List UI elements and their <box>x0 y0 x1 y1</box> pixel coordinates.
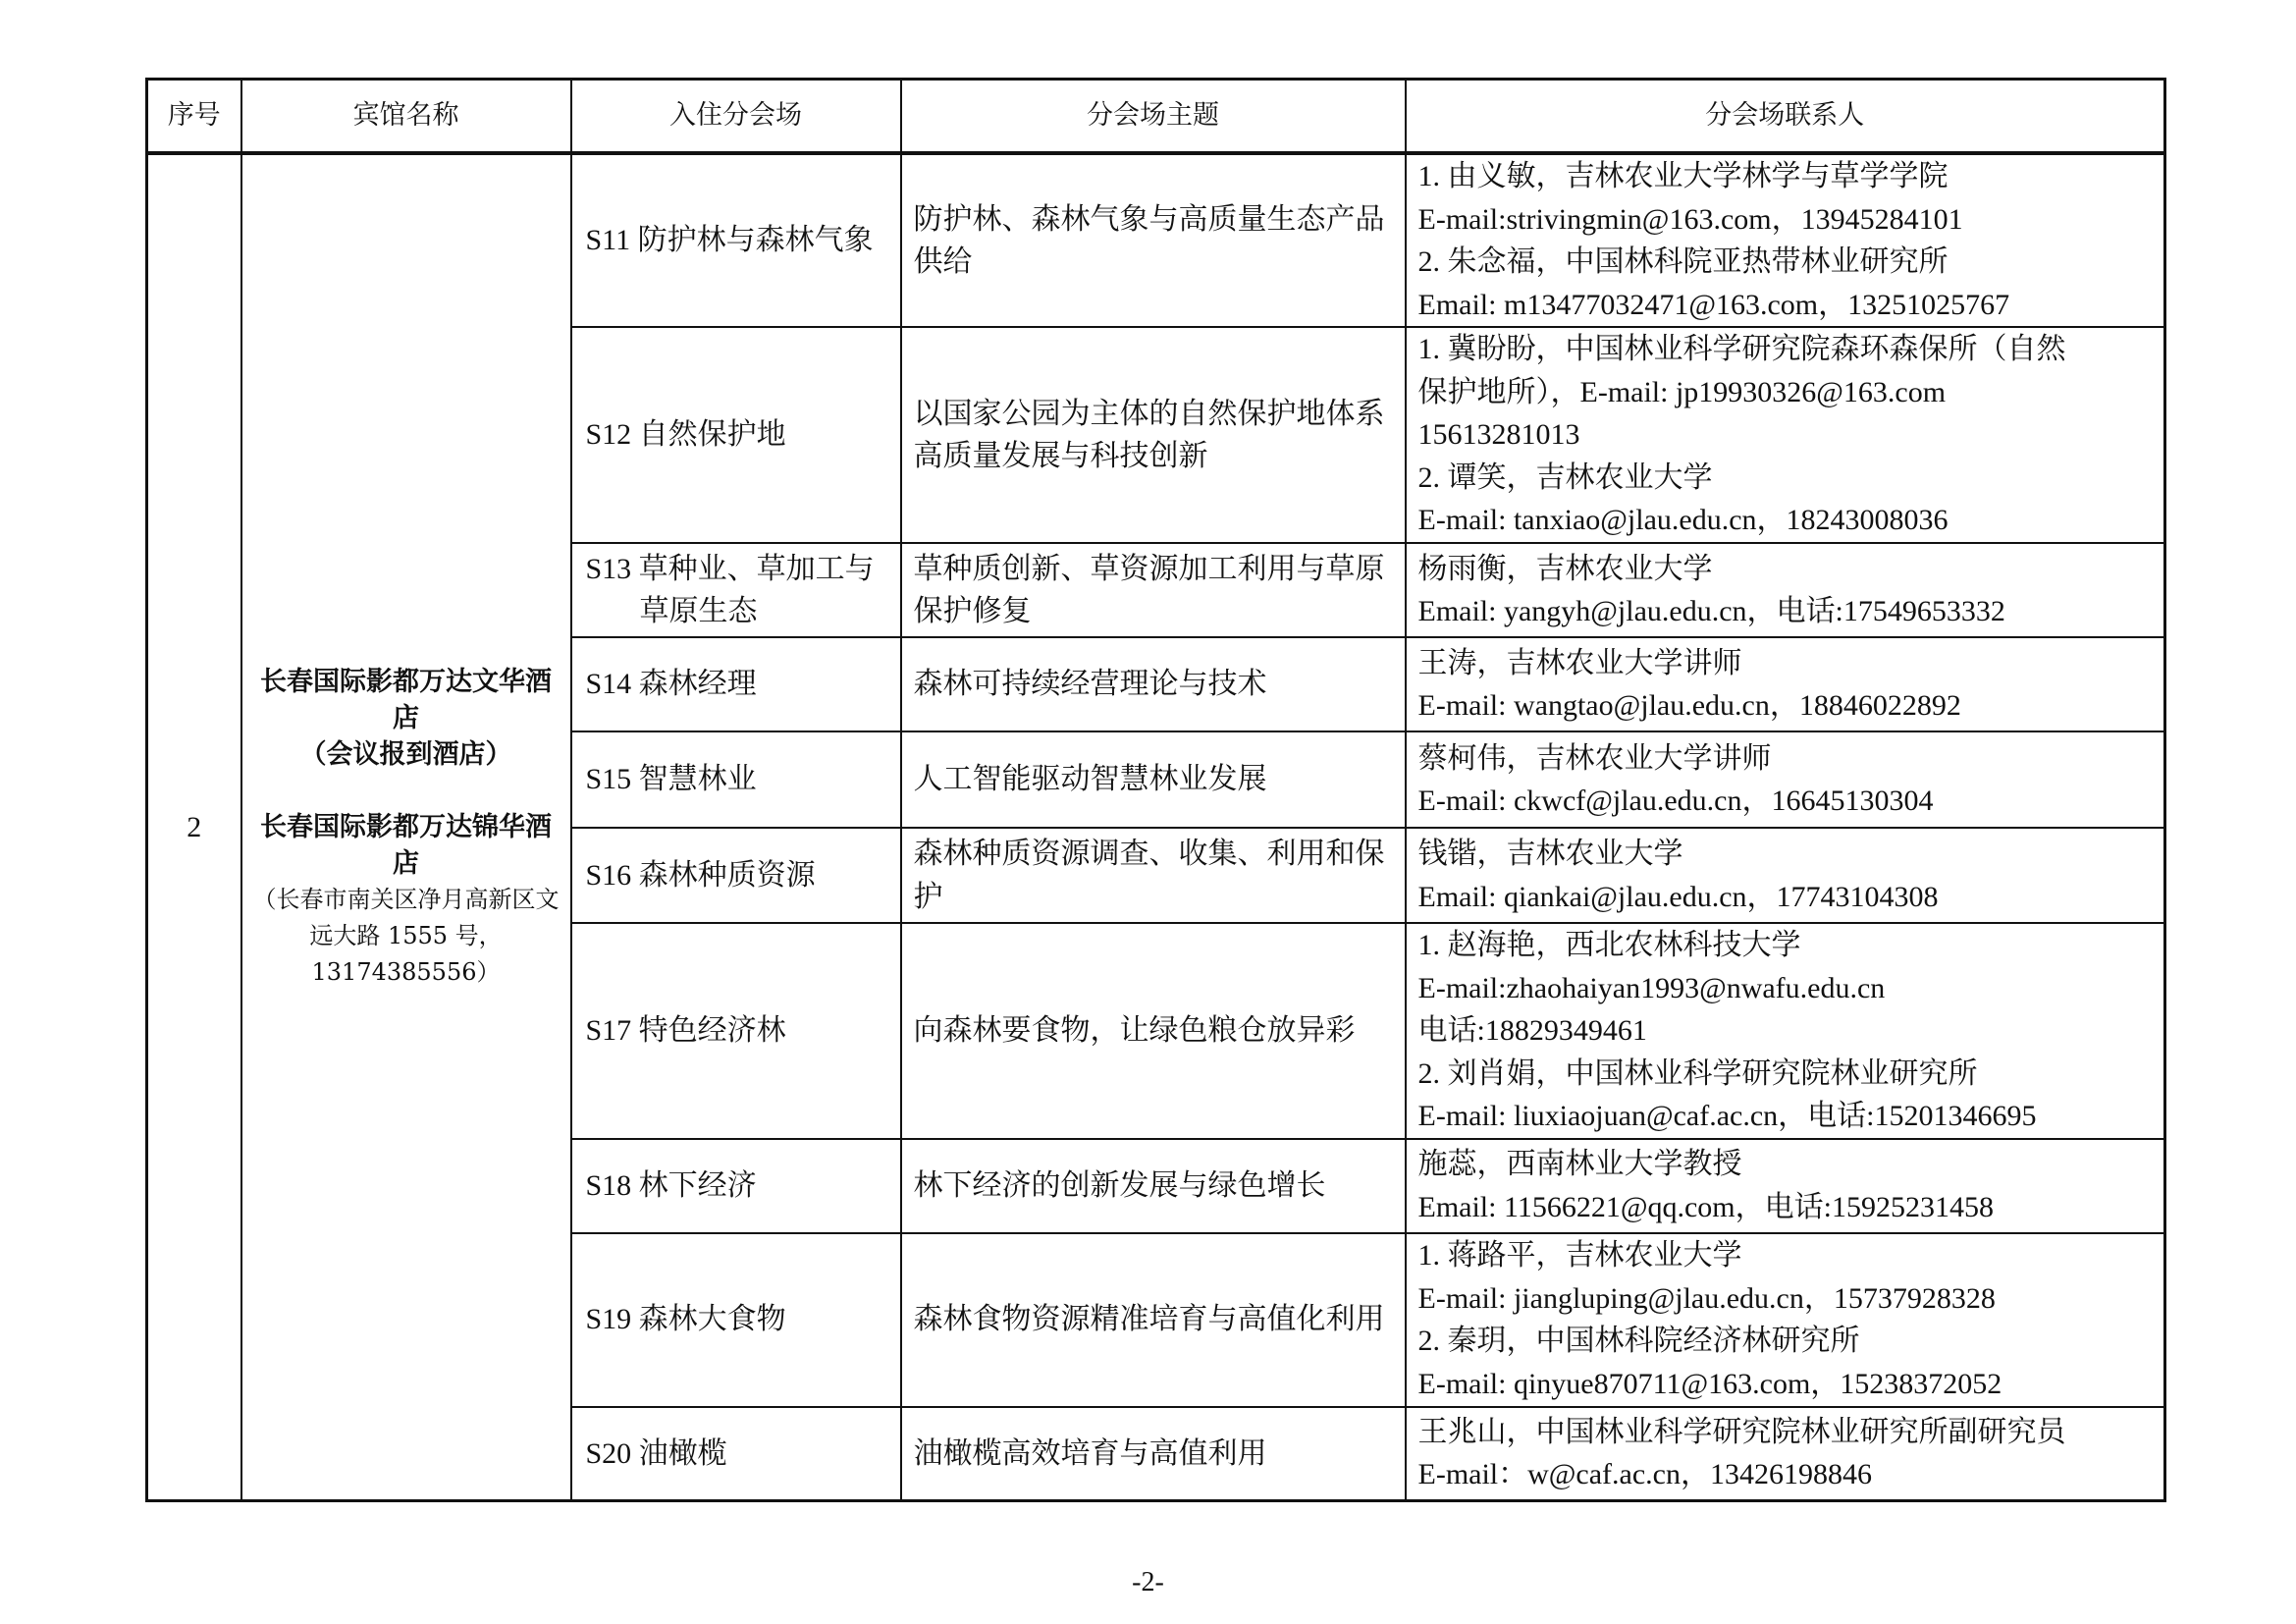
theme-cell: 森林可持续经营理论与技术 <box>901 637 1406 731</box>
contact-line: 2. 刘肖娟，中国林业科学研究院林业研究所 <box>1417 1056 1978 1090</box>
contact-cell <box>1406 1139 2165 1233</box>
contact-line: 1. 赵海艳，西北农林科技大学 <box>1417 929 1801 961</box>
column-header: 分会场主题 <box>901 80 1406 154</box>
contact-line: 电话:18829349461 <box>1417 1014 1647 1047</box>
venue-name: S16 森林种质资源 <box>585 858 816 892</box>
page-number: -2- <box>1132 1567 1164 1597</box>
theme-cell: 以国家公园为主体的自然保护地体系高质量发展与科技创新 <box>901 327 1406 543</box>
venue-name: S17 特色经济林 <box>585 1014 786 1047</box>
theme-cell: 向森林要食物，让绿色粮仓放异彩 <box>901 923 1406 1139</box>
venue-cell <box>571 1407 901 1501</box>
venue-name: S20 油橄榄 <box>585 1436 727 1470</box>
contact-cell <box>1406 731 2165 828</box>
contact-line: 钱锴，吉林农业大学 <box>1417 838 1683 870</box>
column-header: 入住分会场 <box>571 80 901 154</box>
contact-line: E-mail: liuxiaojuan@caf.ac.cn，电话:15201346695 <box>1417 1100 2037 1132</box>
contact-cell <box>1406 637 2165 731</box>
contact-line: 2. 谭笑，吉林农业大学 <box>1417 460 1713 494</box>
venue-name: S11 防护林与森林气象 <box>585 224 874 257</box>
contact-line: 1. 冀盼盼，中国林业科学研究院森环森保所（自然 <box>1417 333 2066 366</box>
table-header-row <box>147 80 2165 154</box>
hotel-address: （长春市南关区净月高新区文远大路 1555 号，13174385556） <box>252 886 560 986</box>
contact-line: 1. 蒋路平，吉林农业大学 <box>1417 1239 1742 1272</box>
contact-line: 施蕊，西南林业大学教授 <box>1417 1148 1742 1180</box>
contact-line: Email: 11566221@qq.com，电话:15925231458 <box>1417 1190 1994 1223</box>
contact-line: E-mail: qinyue870711@163.com，15238372052 <box>1417 1367 2002 1400</box>
contact-cell <box>1406 1233 2165 1407</box>
venue-cell <box>571 923 901 1139</box>
column-header: 宾馆名称 <box>241 80 571 154</box>
theme-cell: 林下经济的创新发展与绿色增长 <box>901 1139 1406 1233</box>
theme-cell: 森林种质资源调查、收集、利用和保护 <box>901 828 1406 923</box>
contact-cell <box>1406 1407 2165 1501</box>
contact-line: 保护地所），E-mail: jp19930326@163.com <box>1417 375 1947 408</box>
contact-line: E-mail: tanxiao@jlau.edu.cn，18243008036 <box>1417 504 1949 537</box>
venue-cell <box>571 543 901 637</box>
venue-name: S13 草种业、草加工与草原生态 <box>585 552 875 627</box>
venue-cell <box>571 1233 901 1407</box>
contact-line: 2. 秦玥，中国林科院经济林研究所 <box>1417 1325 1860 1357</box>
theme-cell: 草种质创新、草资源加工利用与草原保护修复 <box>901 543 1406 637</box>
contact-line: 王涛，吉林农业大学讲师 <box>1417 646 1742 679</box>
theme-cell: 人工智能驱动智慧林业发展 <box>901 731 1406 828</box>
contact-line: 蔡柯伟，吉林农业大学讲师 <box>1417 741 1772 775</box>
contact-cell <box>1406 923 2165 1139</box>
venue-cell <box>571 327 901 543</box>
venue-name: S14 森林经理 <box>585 668 757 701</box>
row-number: 2 <box>147 153 241 1501</box>
contact-line: Email: yangyh@jlau.edu.cn，电话:17549653332 <box>1417 595 2005 627</box>
table-row <box>147 153 2165 327</box>
column-header: 序号 <box>147 80 241 154</box>
theme-cell: 防护林、森林气象与高质量生态产品供给 <box>901 153 1406 327</box>
venue-name: S18 林下经济 <box>585 1168 757 1202</box>
column-header: 分会场联系人 <box>1406 80 2165 154</box>
hotel-cell <box>241 153 571 1501</box>
theme-cell: 油橄榄高效培育与高值利用 <box>901 1407 1406 1501</box>
venue-name: S15 智慧林业 <box>585 763 757 796</box>
hotel-name-1: 长春国际影都万达文华酒店 <box>260 667 552 733</box>
contact-line: 王兆山，中国林业科学研究院林业研究所副研究员 <box>1417 1415 2066 1448</box>
venue-cell <box>571 1139 901 1233</box>
venue-cell <box>571 731 901 828</box>
contact-line: 杨雨衡，吉林农业大学 <box>1417 552 1713 585</box>
contact-line: E-mail: jiangluping@jlau.edu.cn，15737928328 <box>1417 1281 1996 1315</box>
venue-name: S19 森林大食物 <box>585 1303 786 1336</box>
theme-cell: 森林食物资源精准培育与高值化利用 <box>901 1233 1406 1407</box>
contact-line: E-mail: wangtao@jlau.edu.cn，18846022892 <box>1417 689 1961 722</box>
venue-cell <box>571 153 901 327</box>
hotel-venue-table <box>145 78 2166 1502</box>
contact-cell <box>1406 327 2165 543</box>
contact-line: 15613281013 <box>1417 418 1580 452</box>
venue-cell <box>571 828 901 923</box>
contact-cell <box>1406 828 2165 923</box>
contact-line: Email: qiankai@jlau.edu.cn，17743104308 <box>1417 880 1939 913</box>
contact-line: E-mail: ckwcf@jlau.edu.cn，16645130304 <box>1417 785 1934 817</box>
contact-line: E-mail：w@caf.ac.cn，13426198846 <box>1417 1458 1872 1491</box>
hotel-note: （会议报到酒店） <box>299 739 512 770</box>
contact-cell <box>1406 153 2165 327</box>
venue-name: S12 自然保护地 <box>585 418 786 452</box>
venue-cell <box>571 637 901 731</box>
contact-cell <box>1406 543 2165 637</box>
contact-line: Email: m13477032471@163.com，13251025767 <box>1417 288 2010 321</box>
hotel-name-2: 长春国际影都万达锦华酒店 <box>260 812 552 879</box>
contact-line: E-mail:zhaohaiyan1993@nwafu.edu.cn <box>1417 971 1886 1004</box>
contact-line: 2. 朱念福，中国林科院亚热带林业研究所 <box>1417 245 1949 278</box>
contact-line: E-mail:strivingmin@163.com，13945284101 <box>1417 202 1963 236</box>
contact-line: 1. 由义敏，吉林农业大学林学与草学学院 <box>1417 160 1949 192</box>
